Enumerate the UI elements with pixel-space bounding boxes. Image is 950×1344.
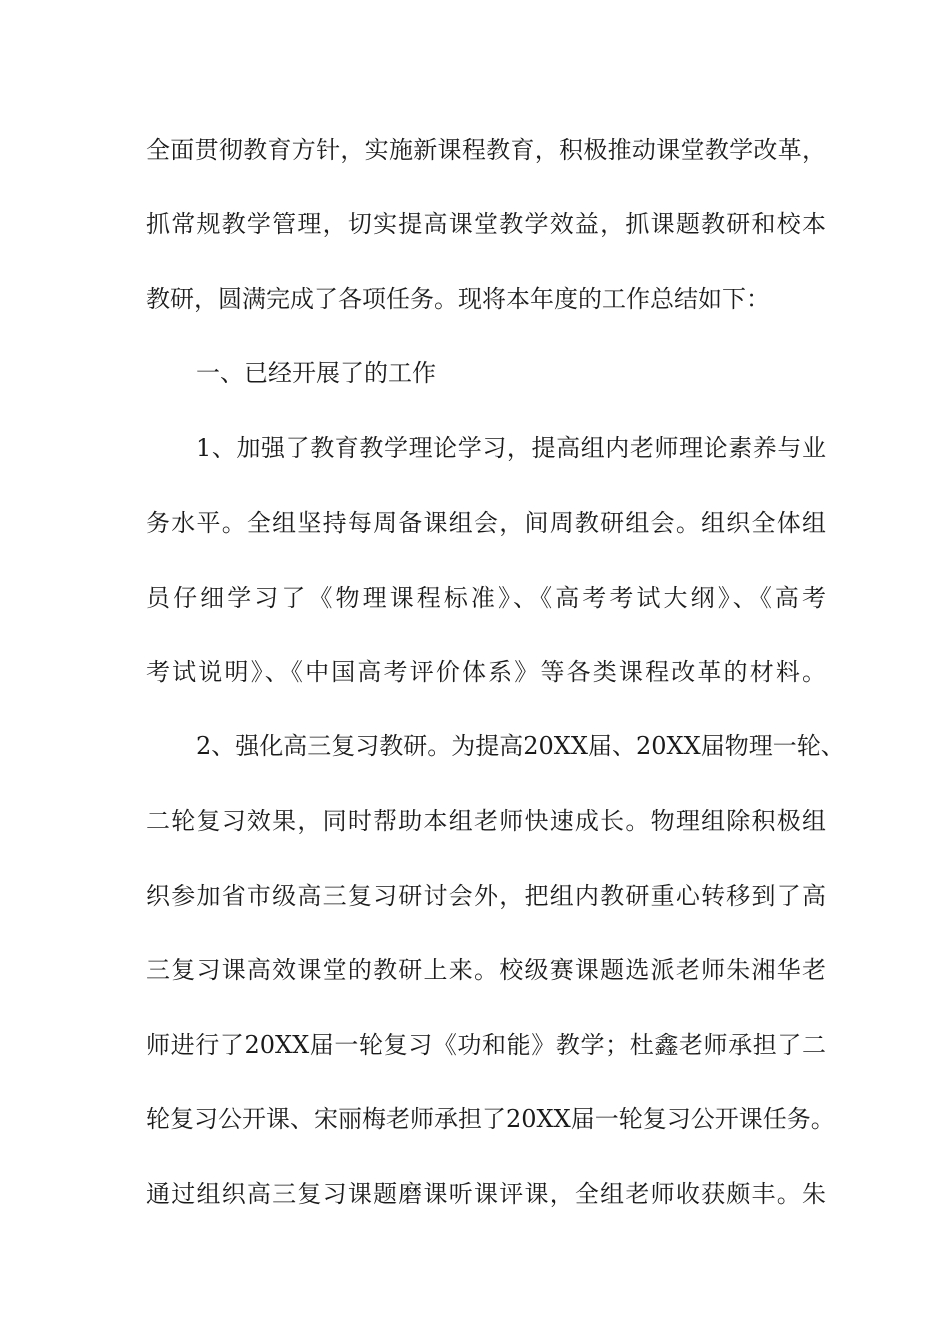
paragraph-line: 二轮复习效果，同时帮助本组老师快速成长。物理组除积极组 — [146, 807, 826, 835]
paragraph-line: 员仔细学习了《物理课程标准》、《高考考试大纲》、《高考 — [146, 584, 826, 612]
paragraph-line: 全面贯彻教育方针，实施新课程教育，积极推动课堂教学改革， — [146, 136, 826, 164]
paragraph-line: 教研，圆满完成了各项任务。现将本年度的工作总结如下： — [146, 285, 770, 313]
paragraph-line: 织参加省市级高三复习研讨会外，把组内教研重心转移到了高 — [146, 882, 826, 910]
paragraph-line: 轮复习公开课、宋丽梅老师承担了20XX届一轮复习公开课任务。 — [146, 1105, 835, 1133]
paragraph-line: 考试说明》、《中国高考评价体系》等各类课程改革的材料。 — [146, 658, 826, 686]
paragraph-line: 2、强化高三复习教研。为提高20XX届、20XX届物理一轮、 — [196, 732, 845, 760]
paragraph-line: 三复习课高效课堂的教研上来。校级赛课题选派老师朱湘华老 — [146, 956, 826, 984]
paragraph-line: 抓常规教学管理，切实提高课堂教学效益，抓课题教研和校本 — [146, 210, 826, 238]
paragraph-line: 师进行了20XX届一轮复习《功和能》教学；杜鑫老师承担了二 — [146, 1031, 826, 1059]
section-heading: 一、已经开展了的工作 — [196, 359, 436, 387]
paragraph-line: 1、加强了教育教学理论学习，提高组内老师理论素养与业 — [196, 434, 826, 462]
paragraph-line: 务水平。全组坚持每周备课组会，间周教研组会。组织全体组 — [146, 509, 826, 537]
paragraph-line: 通过组织高三复习课题磨课听课评课，全组老师收获颇丰。朱 — [146, 1180, 826, 1208]
